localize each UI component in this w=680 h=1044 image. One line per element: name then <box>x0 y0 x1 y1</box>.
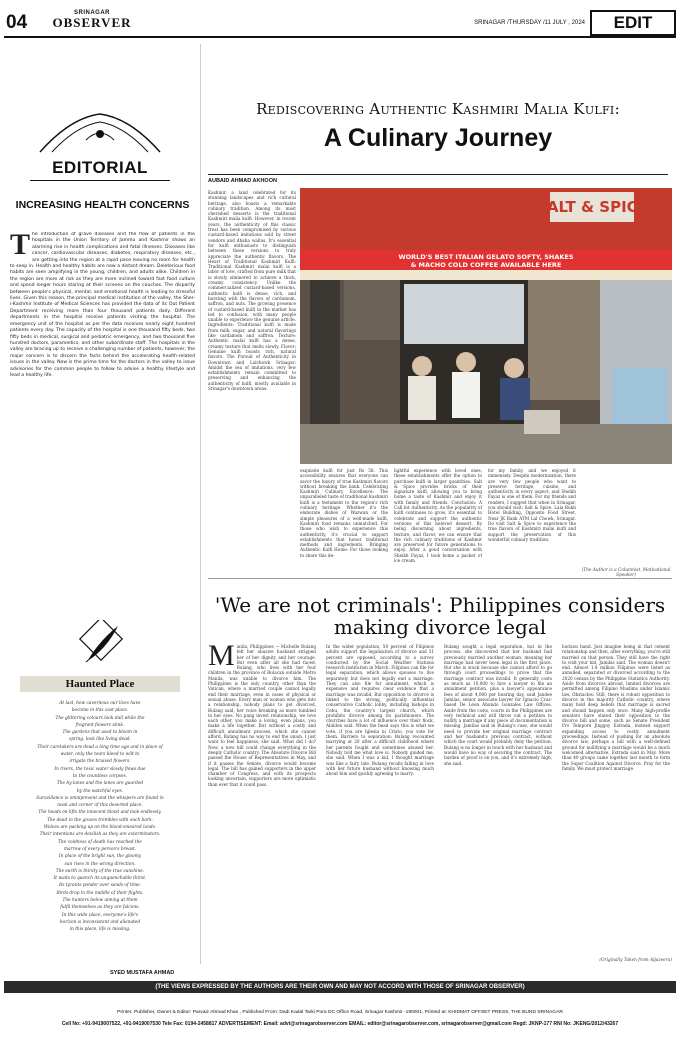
poem-line: Surveillance is omnipresent and the whispers are found in <box>36 795 164 801</box>
poem-line: Their intentions are devilish as they are exterminators. <box>39 832 161 838</box>
logo-top-text: SRINAGAR <box>73 10 110 16</box>
article-byline: AUBAID AHMAD AKHOON <box>208 178 277 184</box>
poem-line: In this wide place, everyone's life's <box>61 912 139 918</box>
column-divider <box>200 44 201 964</box>
poem-line: to the countless corpses. <box>72 773 128 779</box>
feather-quill-icon <box>78 620 126 664</box>
article2-credit: (Originally Taken from Aljazeera) <box>599 958 672 963</box>
poem-line: fulfil themselves as they are falcons. <box>60 905 140 911</box>
masthead-logo <box>44 10 140 36</box>
poem-line: in this place, life is missing. <box>69 927 131 933</box>
editorial-body <box>10 232 195 620</box>
poem-line: irrigate the bruised flowers. <box>69 759 131 765</box>
editorial-rule <box>30 180 170 181</box>
poem-author: SYED MUSTAFA AHMAD <box>110 970 175 976</box>
poem-line: The by-lanes and the lanes are guarded <box>56 781 144 787</box>
article-column: Kashmir, a land celebrated for its stunning landscapes and rich cultural heritage, also boasts a remarkable culinary tradition. Among its most cherished desserts is the traditional Kashmiri malia kulfi. However, in recent years, the authenticity of this classic treat has been compromised by various custard-based imitations sold by street vendors and dhaba wallas. It's essential for kulfi enthusiasts to distinguish between these versions to truly appreciate the authentic flavors. The Heart of Traditional Kashmiri Kulfi: Traditional Kashmiri malai kulfi is a labor of love, crafted from pure milk that is slowly simmered to achieve a thick, creamy consistency. Unlike the commercialized custard-based versions, authentic kulfi is dense, rich, and bursting with the flavors of cardamom, saffron, and nuts. The growing presence of custard-based kulfi in the market has led to confusion, with many people unable to experience the genuine article. Ingredients: Traditional kulfi is made from milk, sugar, and natural flavorings like cardamom and saffron. Texture: Authentic malai kulfi has a dense, creamy texture that melts slowly. Flavor: Genuine kulfi boasts rich, natural flavors. The Pursuit of Authenticity in Downtown and Lalchowk Srinagar: Amidst the sea of imitations, very few establishments remain committed to preserving and enhancing the authenticity of kulfi, mostly available in Srinagar's downtown areas. <box>208 190 296 391</box>
poem-line: fragrant flowers stink. <box>75 722 125 728</box>
poem-line: Birds drop in the middle of their flights. <box>56 890 144 896</box>
author-note: (The Author is a Columnist, Motivational Speaker) <box>581 568 671 578</box>
poem-line: horizon is inconsistent and alienated <box>59 919 141 925</box>
article-column: lightful experience with loved ones, these establishments offer the option to purchase kulfi in larger quantities. Salt & Spice provides bricks of their signature kulfi, allowing you to bring home a taste of Kashmir and enjoy it with family and friends. Conclusion: A Call for Authenticity. As the popularity of kulfi continues to grow, it's essential to celebrate and support the authentic versions of this beloved dessert. By being discerning about ingredients, texture, and flavor, we can ensure that the rich culinary traditions of Kashmir are preserved for future generations to enjoy. After a good conversation with Sheikh Fayaz, I took home a packet of ice cream <box>394 468 482 564</box>
poem-line: become in this vast place. <box>71 708 129 714</box>
poem-line: It waits to quench its unquenchable thirst. <box>53 876 147 882</box>
editorial-ornament-icon <box>30 108 170 156</box>
article-title: A Culinary Journey <box>323 124 553 152</box>
poem-line: nook and corner of this deserted place. <box>57 803 143 809</box>
article-kicker: Rediscovering Authentic Kashmiri Malia Kulfi: <box>256 100 620 118</box>
editorial-label: EDITORIAL <box>52 158 148 177</box>
article-rule <box>208 174 668 175</box>
poem-line: The earth is thirsty of the true sunshine. <box>55 868 145 874</box>
logo-main-text: OBSERVER <box>52 15 132 30</box>
banner-line-2: & MACHO COLD COFFEE AVAILABLE HERE <box>410 261 562 269</box>
poem-line: The dead in the graves trembles with each bark. <box>47 817 153 823</box>
editorial-drop-cap: T <box>10 232 31 261</box>
poem-line: The heads on lifts the innocent blood and look endlessly. <box>38 810 162 816</box>
section-rule <box>208 578 672 579</box>
editorial-headline: INCREASING HEALTH CONCERNS <box>15 199 190 211</box>
article2-column: horizon band. Just imagine being in that cement relationship and then, after everything, you're still married on that person. They still have the right to visit your kid, Jamilas said. The woman doesn't end. Almost 1.8 million Filipinos were listed as annulled, separated or divorced according to the 2020 census by the Philippine Statistics Authority. Aside from divorces abroad, limited divorces are permitted among Filipino Muslims under Islamic law. Obstacles: Still, there is robust opposition to divorce in the majority Catholic country, where many hold deep beliefs that marriage is sacred and should happen only once. Many high-profile senators have stated their opposition to the divorce bill and some, such as Senate President Pro Tempore Jinggoy Estrada, instead support expanding access to costly annulment proceedings. Instead of pushing for an absolute divorce law, perhaps a bill with a well-defined ground for nullifying a marriage would be a much welcomed alternative, Estrada said in May. More than 40 groups came together last month to form the Super Coalition Against Divorce. Pray for the family. We must protect marriage. <box>562 644 670 771</box>
article2-drop-cap: M <box>208 644 235 672</box>
poem-line: The gardens that used to bloom in <box>62 730 138 736</box>
dateline: SRINAGAR /THURSDAY /11 JULY , 2024 <box>474 20 585 26</box>
imprint-line: Printer, Publisher, Owner & Editor: Parvaiz Ahmad Khan , Published From: Dadi Kadal Tarki Pora DC Office Road, Srinagar Kashmir -190001, Printed at: KHIDMAT OFFSET PRESS, THE BUND SRINAGAR <box>117 1010 563 1015</box>
editorial-text: he introduction of grave diseases and the flow of patients in the hospitals in the Union Territory of Jammu and Kashmir shows an alarming rise in health complications and fatal illnesses. Diseases like cancer, cardiovascular diseases, diabetes, respiratory diseases, etc., are getting into the region at a rapid pace leaving no room for health to seep in. Health and healthy habits are now a distant dream. Deleterious food habits are seen amplifying in the young, children, and adults alike. Children in the region are more at risk as they are more inclined toward fast food culture and spend longer hours staring at their screens on the couches. The disparity between people's physical, mental, and emotional health is leading to stressful lives. Given this reason, the principal medical institution of the valley, the Sher-i-Kashmir Institute of Medical Sciences has provided the data of its Out Patient Department receiving more than four thousand patients daily. Different departments in the hospital receive patients visiting the hospital. The emergency unit of the hospital as per the data receives nearly eight hundred patients every day. The capacity of the hospital is one thousand fifty beds, two fifty beds in medical, surgical and pediatric emergency, and two thousand five hundred doctors, paramedics, and other subordinate staff. The hospitals in the valley are bracing up to receive a challenging number of patients, however, the major concern is to discern the facts behind the accelerating health-related issues in the valley. Now is the prime time for the doctors in the valley to issue advisories for the common people to follow to advise a healthy lifestyle and lead a healthy life. <box>10 232 195 378</box>
poem-line: water, only the tears bleed to wilt to <box>60 752 140 758</box>
poem-text <box>20 700 180 934</box>
article2-body <box>208 644 672 974</box>
poem-line: In place of the bright sun, the gloomy <box>58 854 142 860</box>
poem-line: spring, look like living dead. <box>69 737 131 743</box>
poem-title: Haunted Place <box>20 676 180 692</box>
article2-column: In the wider population, 50 percent of Filipinos adults support the legalisation of divorce and 31 percent are opposed, according to a survey conducted by the Social Weather Stations research institution in March. Filipinos can file for legal separation, which allows spouses to live separately but does not legally end a marriage. They can also file for annulment, which is expensive and requires clear evidence that a marriage was invalid. But opposition to divorce is linked to the strong, politically influential conservative Catholic lobby, including bishops in Cebu, the country's largest church, which prohibits divorce among its parishioners. The churches have a lot of influence over their flock, Abilden said. When the head says this is what we vote, if you are Iglesia ni Cristo, you vote for them. Barriers to separation: Bulang recounted marrying at 20 after a difficult childhood where her parents fought and sometimes abused her. Nobody told me what love is. Nobody guided me, she said. When I was a kid, I thought marriage was like a fairy tale. Bulang recalls falling in love with her future husband without knowing much about him and quickly agreeing to marry. <box>326 644 434 777</box>
banner-line-1: WORLD'S BEST ITALIAN GELATO SOFTY, SHAKES <box>398 253 574 261</box>
article2-title: 'We are not criminals': Philippines considers making divorce legal <box>214 593 666 639</box>
section-label: EDIT <box>590 10 676 36</box>
poem-line: The coldness of death has reached the <box>58 839 142 845</box>
poem-line: Its tyrants ponder over sands of time. <box>58 883 142 889</box>
poem-line: Their caretakers are dead a long time ago and in place of <box>37 744 163 750</box>
poem-line: marrow of every person's breast. <box>63 846 137 852</box>
poem-line: sun rises in the wrong direction. <box>64 861 136 867</box>
poem-line: The hunters below aiming at them <box>62 898 138 904</box>
article-lower-columns <box>300 468 672 568</box>
article2-column <box>208 644 316 974</box>
article-column: exquisite kulfi for just Rs 58. This accessibility ensures that everyone can savor the luxury of true Kashmiri flavors without breaking the bank. Celebrating Kashmiri Culinary Excellence: The unparalleled taste of traditional Kashmiri kulfi is a testament to the region's rich culinary heritage. Whether it's the elaborate dishes of Wazwan or the simple pleasures of a well-made kulfi, Kashmiri food remains unmatched. For those who wish to experience this authenticity, it's crucial to support establishments that honor traditional methods and ingredients. Bringing Authentic Kulfi Home: For those looking to share this de- <box>300 468 388 558</box>
shop-sign-text: SALT & SPICE <box>536 198 648 216</box>
page-number: 04 <box>6 12 28 33</box>
contact-line: Cell No: +91-9419007522, +91-9419007530 Tele Fax: 0194-2458817 ADVERTISEMENT: Email: advt@srinagarobserver.com EMAIL: editor@srinagarobserver.com, srinagarobserver@gmail.com Regd: JKNP-177 RNI No: JKENG/2012/43267 <box>61 1021 619 1027</box>
poem-line: In rivers, the toxic water slowly flows due <box>54 766 146 772</box>
article2-column: Bulang sought a legal separation, but in the process, she discovered that her husband had previously married another woman, meaning her marriage had never been legal in the first place. But she is stuck because she cannot afford to go through court proceedings to prove that the marriage contract was invalid. It generally costs as much as 10,000 to hire a lawyer to file an annulment petition, plus a lawyer's appearance fees of about 4,000 per hearing day, said Jandee Jamilas, senior associate lawyer for Ignacio Cruz-based De Leon Abundo Gonzales Law Offices. Aside from the costs, courts in the Philippines are very technical and will throw out a petition to nullify a marriage if any piece of documentation is missing. Jamilas said in Bulang's case, she would need to provide her original marriage contract and her husband's previous contract, without which the court would probably deny the petition. Bulang is no longer in touch with her husband and would have no way of securing the contract. The burden of proof is on you, and it's extremely high, she said. <box>444 644 552 766</box>
poem-line: Wolves are packing up on the blood-smeared lands. <box>43 825 157 831</box>
article-column: for my family, and we enjoyed it immensely. Despite modernization, there are very few people who want to preserve heritage, cuisine, and authenticity in every aspect, and Sheikh Fayaz is one of them. For my friends and readers, I suggest that when in Srinagar, you should visit: Salt & Spice, Lala Rukh Hotel Building, Opposite Food Street, Near JK Bank ATM Lal Chowk, Srinagar. Do visit Salt & Spice to experience the true flavors of Kashmiri malai kulfi and support the preservation of this wonderful culinary tradition. <box>488 468 576 542</box>
header-rule <box>4 36 676 38</box>
shop-photo <box>300 188 672 464</box>
poem-line: by the watchful eyes. <box>76 788 124 794</box>
article2-column-text: anila, Philippines — Michelle Bulang felt her abusive husband stripped her of her dignity and her courage. But even after all she had faced, Bulang, who lives with her four children in the province of Bulacan outside Metro Manila, was unable to divorce him. The Philippines is the only country, other than the Vatican, where a married couple cannot legally end their marriage, even in cases of physical or sexual abuse. Every man or woman who gets into a relationship, nobody plans to get divorced, Bulang said, her voice breaking as more tumbled to her eyes. No pang invest relationship, we love each other, you make a loving, even plans, you make a life together. But without a costly and difficult annulment process, which she cannot afford, Bulang has no way to end the union. I just want to feel happiness, she said. What did I do? Now, a new bill could change everything in the deeply Catholic country. The Absolute Divorce Bill passed the House of Representatives in May, and if it passes the Senate, divorce would become legal. The bill has gained supporters in the upper chamber of Congress, and with its prospects looking uncertain, supporters are more optimistic than ever that it could pass. <box>208 644 316 787</box>
poem-line: At last, how cavernous our lives have <box>59 701 141 706</box>
disclaimer-bar: (THE VIEWS EXPRESSED BY THE AUTHORS ARE THEIR OWN AND MAY NOT ACCORD WITH THOSE OF SRINAGAR OBSERVER) <box>4 981 676 993</box>
poem-line: The glittering colours look dull while the <box>55 715 145 721</box>
